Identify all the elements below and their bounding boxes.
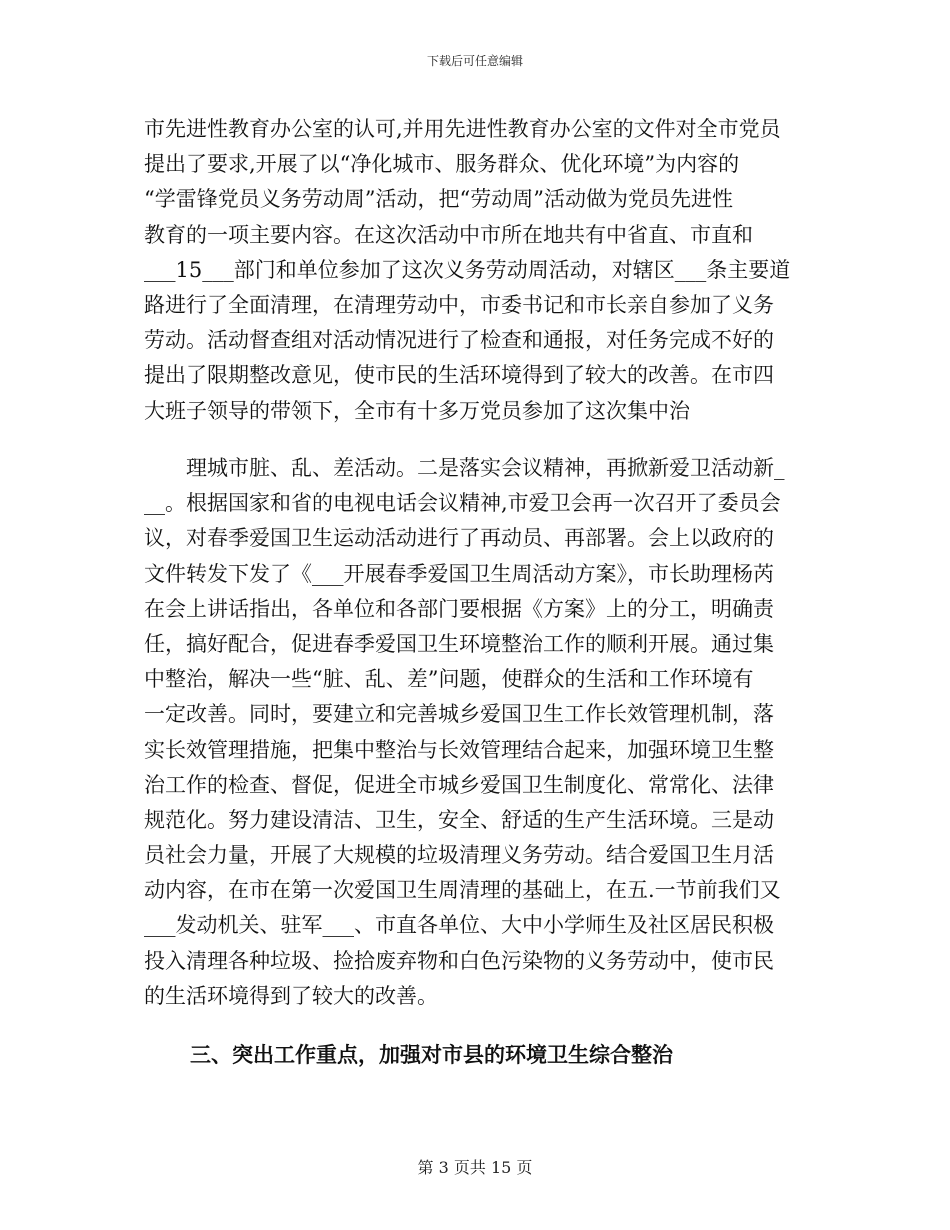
- page-number: 第 3 页共 15 页: [417, 1158, 533, 1177]
- text-line: 议，对春季爱国卫生运动活动进行了再动员、再部署。会上以政府的: [144, 526, 774, 551]
- text-line: 投入清理各种垃圾、捡拾废弃物和白色污染物的义务劳动中，使市民: [144, 948, 774, 973]
- text-line: 市先进性教育办公室的认可,并用先进性教育办公室的文件对全市党员: [144, 117, 781, 141]
- text-line: 劳动。活动督查组对活动情况进行了检查和通报，对任务完成不好的: [144, 328, 774, 353]
- text-line: 文件转发下发了《___开展春季爱国卫生周活动方案》，市长助理杨芮: [144, 561, 774, 586]
- paragraph-2: [144, 451, 809, 1014]
- text-line: ___发动机关、驻军___、市直各单位、大中小学师生及社区居民积极: [144, 913, 774, 938]
- text-line: 理城市脏、乱、差活动。二是落实会议精神，再掀新爱卫活动新_: [186, 456, 785, 480]
- text-line: 治工作的检查、督促，促进全市城乡爱国卫生制度化、常常化、法律: [144, 772, 774, 797]
- text-line: 中整治，解决一些“脏、乱、差”问题，使群众的生活和工作环境有: [144, 667, 754, 692]
- text-line: 实长效管理措施，把集中整治与长效管理结合起来，加强环境卫生整: [144, 737, 774, 762]
- page-header: 下载后可任意编辑: [426, 54, 523, 68]
- text-line: 的生活环境得到了较大的改善。: [144, 983, 438, 1008]
- text-line: 规范化。努力建设清洁、卫生，安全、舒适的生产生活环境。三是动: [144, 807, 774, 832]
- text-line: 提出了要求,开展了以“净化城市、服务群众、优化环境”为内容的: [144, 152, 740, 177]
- text-line: 在会上讲话指出，各单位和各部门要根据《方案》上的分工，明确责: [144, 596, 774, 621]
- text-line: 大班子领导的带领下，全市有十多万党员参加了这次集中治: [144, 398, 690, 423]
- text-line: 教育的一项主要内容。在这次活动中市所在地共有中省直、市直和: [144, 222, 753, 247]
- text-line: __。根据国家和省的电视电话会议精神,市爱卫会再一次召开了委员会: [144, 491, 781, 516]
- text-line: “学雷锋党员义务劳动周”活动，把“劳动周”活动做为党员先进性: [144, 187, 733, 212]
- text-line: ___15___部门和单位参加了这次义务劳动周活动，对辖区___条主要道: [144, 257, 791, 282]
- section-heading: 三、突出工作重点，加强对市县的环境卫生综合整治: [190, 1043, 673, 1067]
- paragraph-1: [144, 112, 809, 429]
- text-line: 动内容，在市在第一次爱国卫生周清理的基础上，在五.一节前我们又: [144, 878, 781, 903]
- text-line: 路进行了全面清理，在清理劳动中，市委书记和市长亲自参加了义务: [144, 292, 774, 317]
- text-line: 提出了限期整改意见，使市民的生活环境得到了较大的改善。在市四: [144, 363, 774, 388]
- text-line: 任，搞好配合，促进春季爱国卫生环境整治工作的顺利开展。通过集: [144, 631, 774, 656]
- text-line: 一定改善。同时，要建立和完善城乡爱国卫生工作长效管理机制，落: [144, 702, 774, 727]
- text-line: 员社会力量，开展了大规模的垃圾清理义务劳动。结合爱国卫生月活: [144, 843, 774, 868]
